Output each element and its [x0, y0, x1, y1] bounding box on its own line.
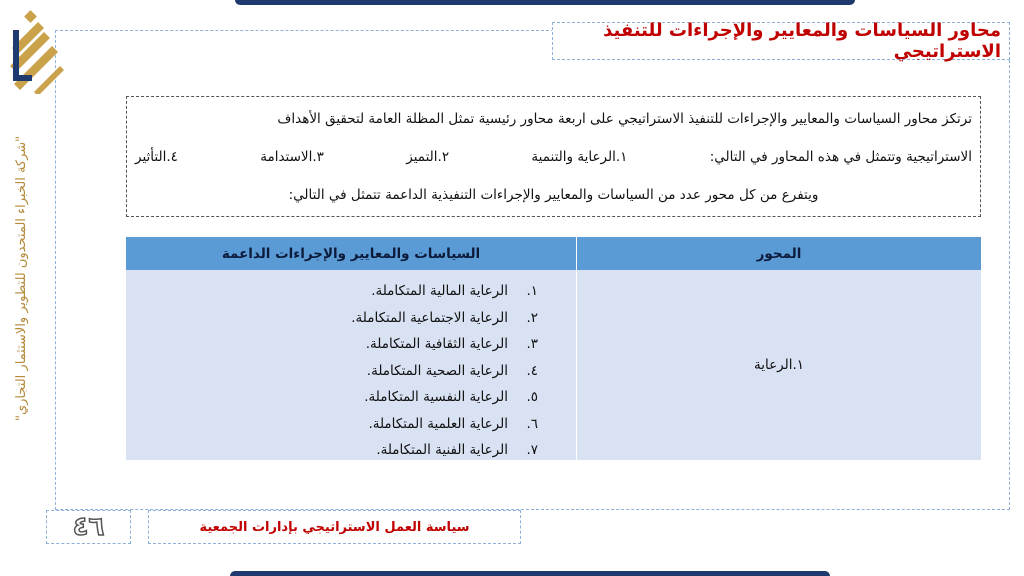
list-item-number: ٥. — [526, 389, 538, 405]
table-header-row — [126, 237, 981, 270]
cell-policies — [126, 270, 576, 460]
intro-line-2 — [135, 149, 972, 165]
footer-title: سياسة العمل الاستراتيجي بإدارات الجمعية — [199, 519, 470, 535]
header-axis: المحور — [576, 237, 981, 270]
list-item — [351, 411, 538, 438]
list-item — [351, 358, 538, 385]
top-decorative-bar — [235, 0, 855, 5]
axis-item: ٣.الاستدامة — [260, 149, 324, 165]
list-item-text: الرعاية الاجتماعية المتكاملة. — [351, 309, 508, 326]
table-row — [126, 270, 981, 460]
list-item-text: الرعاية الفنية المتكاملة. — [376, 442, 508, 458]
company-logo-icon — [4, 8, 66, 94]
list-item-number: ٦. — [526, 415, 538, 432]
intro-box — [126, 96, 981, 217]
list-item-number: ١. — [526, 283, 538, 299]
policy-list — [351, 278, 538, 464]
list-item — [351, 331, 538, 358]
list-item-number: ٤. — [526, 362, 538, 379]
axis-item: ٢.التميز — [406, 149, 450, 165]
page-number: ٤٦ — [72, 512, 105, 542]
list-item-number: ٧. — [526, 442, 538, 458]
list-item — [351, 278, 538, 305]
page-number-box — [46, 510, 131, 544]
footer-title-box — [148, 510, 521, 544]
list-item — [351, 384, 538, 411]
axis-item: ١.الرعاية والتنمية — [531, 149, 628, 165]
list-item-text: الرعاية الصحية المتكاملة. — [366, 362, 508, 379]
list-item — [351, 305, 538, 332]
list-item-number: ٢. — [526, 309, 538, 326]
axis-item: ٤.التأثير — [135, 149, 178, 165]
list-item-text: الرعاية المالية المتكاملة. — [371, 283, 508, 299]
list-item-text: الرعاية النفسية المتكاملة. — [364, 389, 508, 405]
intro-line-2-lead: الاستراتيجية وتتمثل في هذه المحاور في التالي: — [709, 149, 972, 165]
policies-table — [126, 237, 981, 460]
intro-line-3: ويتفرع من كل محور عدد من السياسات والمعايير والإجراءات التنفيذية الداعمة تتمثل في التالي: — [288, 187, 819, 203]
intro-line-1: ترتكز محاور السياسات والمعايير والإجراءات للتنفيذ الاستراتيجي على اربعة محاور رئيسية تمثل المظلة العامة لتحقيق الأهداف — [277, 111, 972, 127]
list-item-text: الرعاية الثقافية المتكاملة. — [365, 336, 508, 352]
header-policies: السياسات والمعايير والإجراءات الداعمة — [221, 245, 481, 262]
list-item-number: ٣. — [526, 336, 538, 352]
title-box — [552, 22, 1010, 60]
list-item-text: الرعاية العلمية المتكاملة. — [368, 415, 508, 432]
company-name-vertical: "شركة الخبراء المتحدون للتطوير والاستثمار التجاري" — [14, 135, 29, 421]
page-title: محاور السياسات والمعايير والإجراءات للتنفيذ الاستراتيجي — [603, 20, 1001, 62]
cell-axis: ١.الرعاية — [576, 270, 981, 460]
list-item — [351, 437, 538, 464]
bottom-decorative-bar — [230, 571, 830, 576]
